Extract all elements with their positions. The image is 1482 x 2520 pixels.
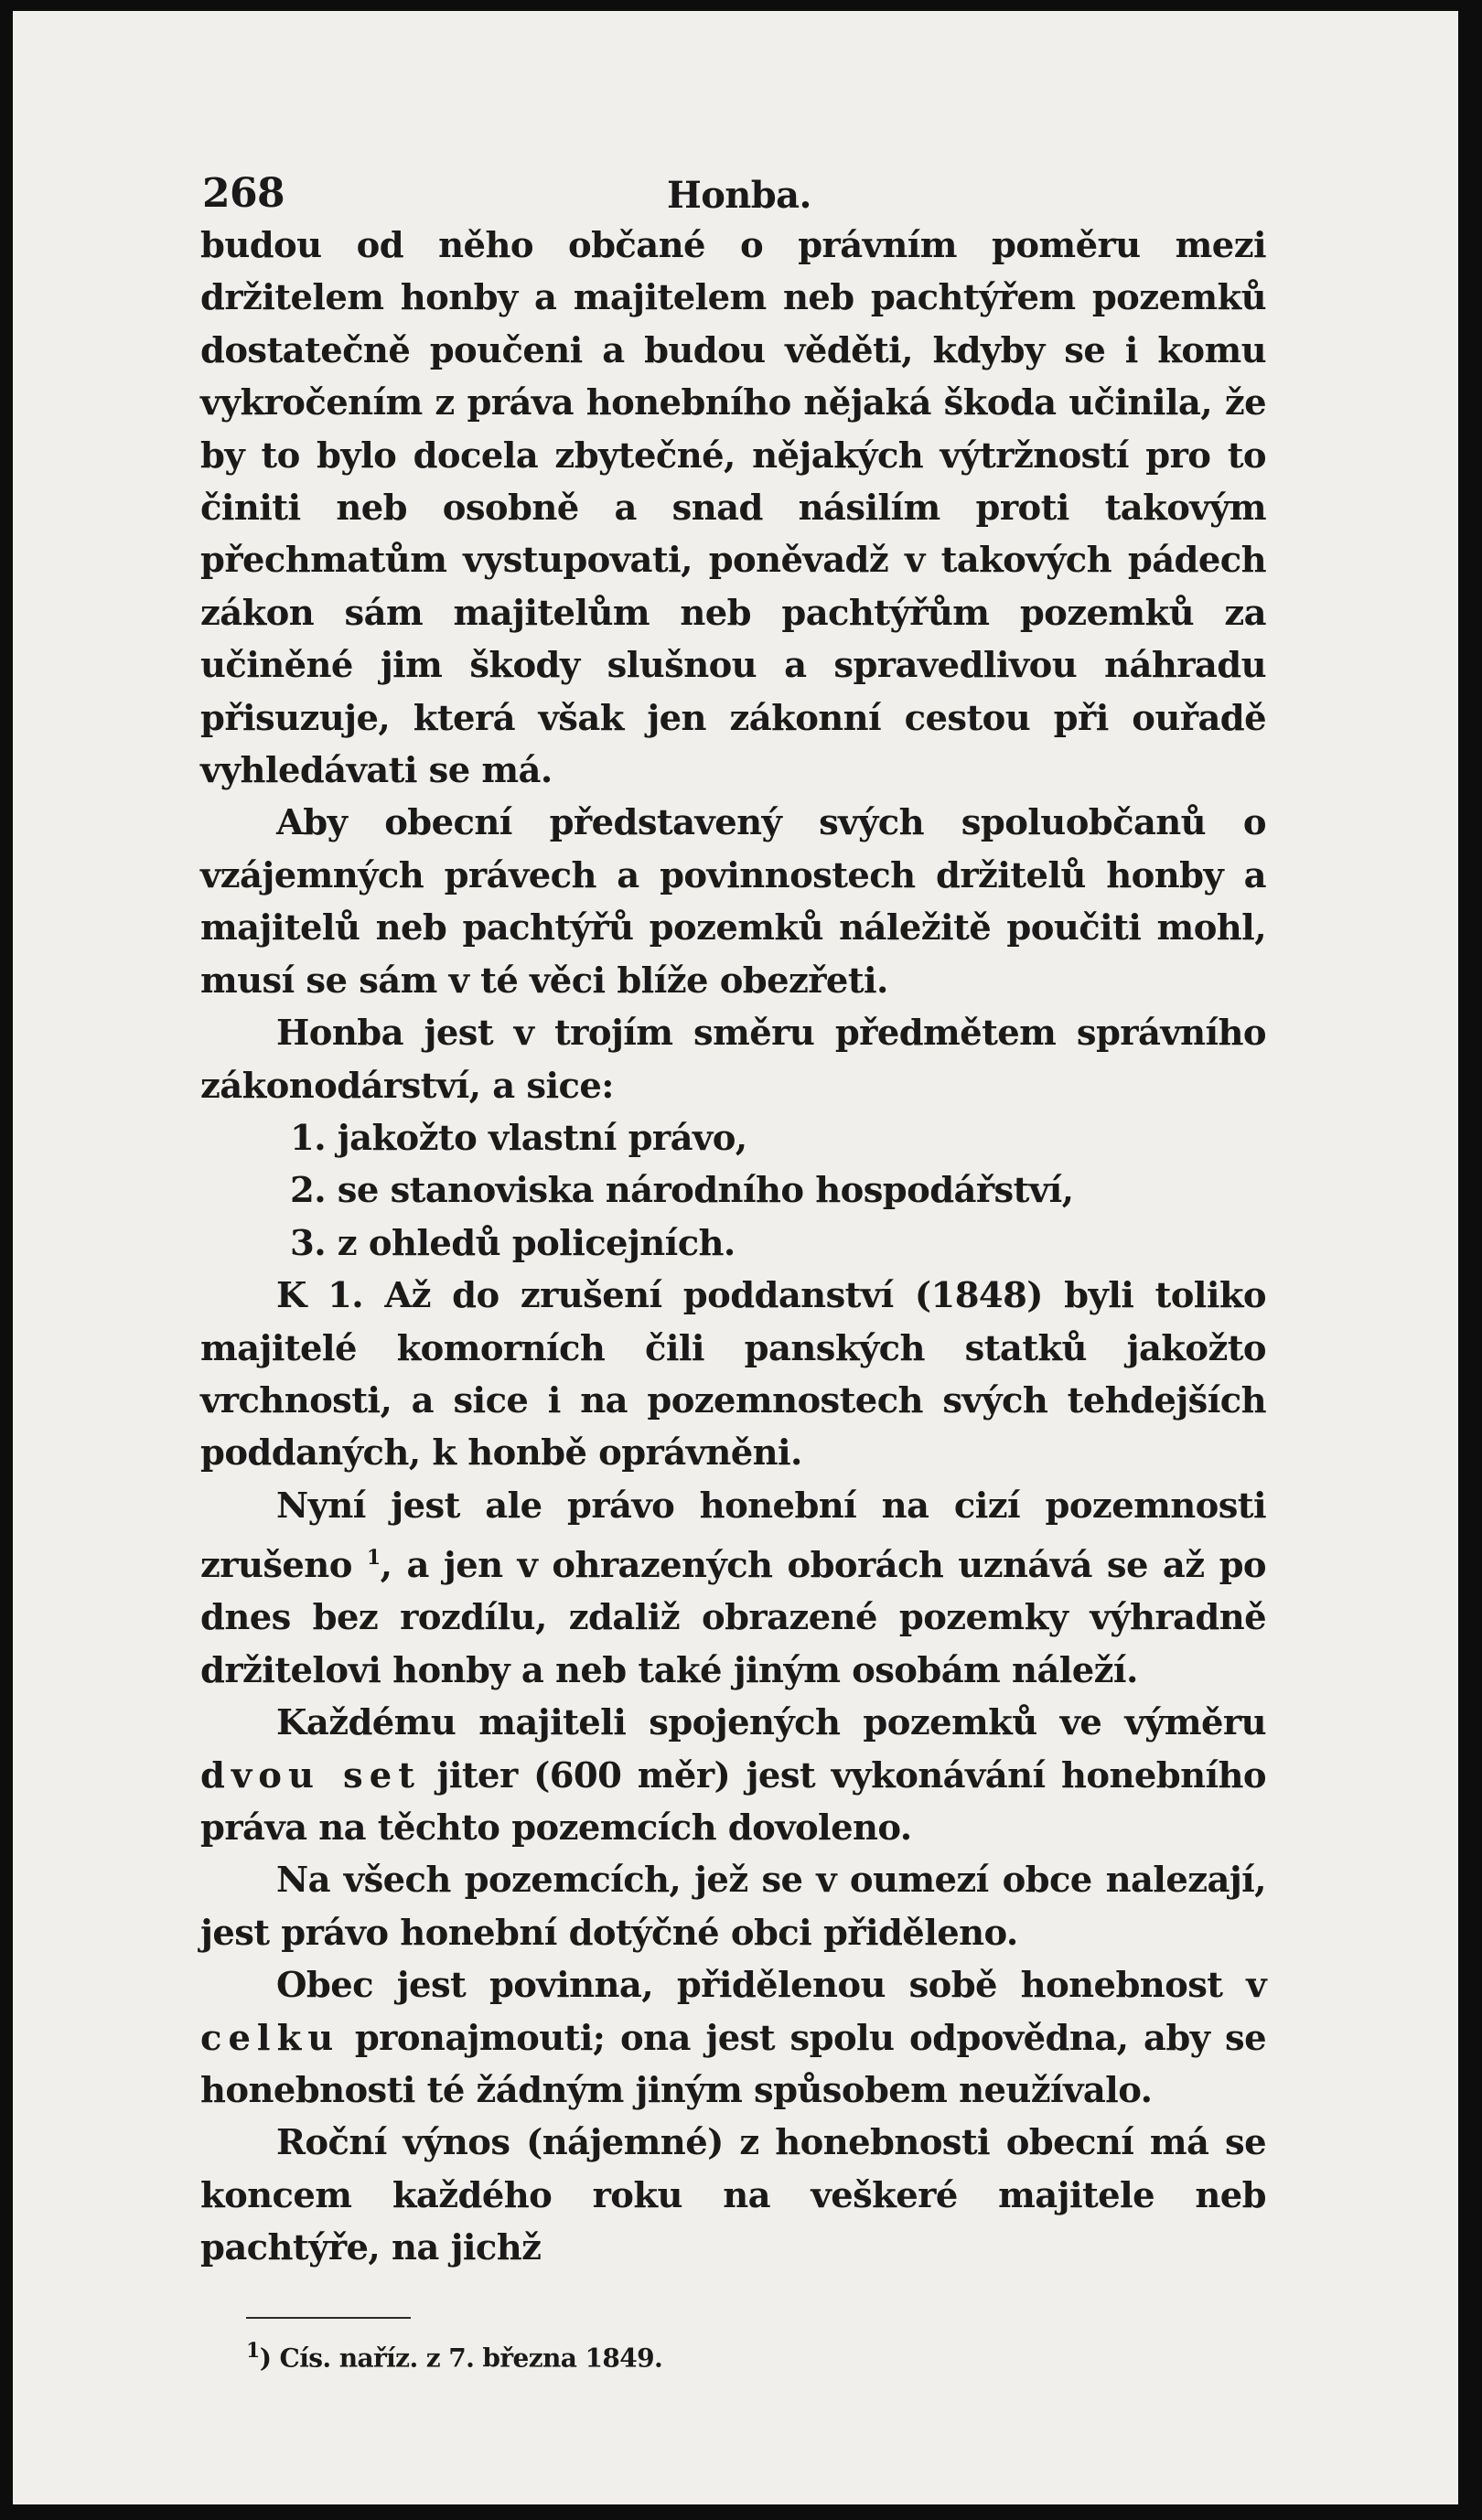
list-item: 1. jakožto vlastní právo, xyxy=(290,1117,747,1159)
paragraph-obecni-predstaveny: Aby obecní představený svých spoluobčanů o vzájemných právech a povinnostech držitelů honby a majitelů neb pachtýřů pozemků náležitě poučiti mohl, musí se sám v té věci blíže obezřeti. xyxy=(200,802,1266,1002)
footnote-text: ) Cís. naříz. z 7. března 1849. xyxy=(259,2343,663,2373)
paragraph-na-vsech: Na všech pozemcích, jež se v oumezí obce nalezají, jest právo honební dotýčné obci přiděleno. xyxy=(200,1860,1266,1954)
paragraph-obec-after: pronajmouti; ona jest spolu odpovědna, aby se honebnosti té žádným jiným spůsobem neužívalo. xyxy=(200,2017,1266,2112)
paragraph-obec-before: Obec jest povinna, přidělenou sobě honebnost v xyxy=(276,1965,1266,2007)
running-head: Honba. xyxy=(667,174,811,217)
spaced-emphasis: dvou set xyxy=(200,1754,422,1796)
paragraph-honba-trojim-smeru: Honba jest v trojím směru předmětem správního zákonodárství, a sice: xyxy=(200,1013,1266,1107)
page-header xyxy=(200,166,1266,220)
paragraph-kazdemu xyxy=(200,1697,1266,1854)
scanned-page xyxy=(13,11,1458,2504)
paragraph-obec xyxy=(200,1959,1266,2117)
list-item: 2. se stanoviska národního hospodářství, xyxy=(290,1170,1074,1212)
page-content xyxy=(200,166,1266,2405)
footnote-rule xyxy=(246,2317,411,2319)
paragraph-kazdemu-before: Každému majiteli spojených pozemků ve výměru xyxy=(276,1702,1266,1744)
page-number: 268 xyxy=(202,170,285,217)
footnote-marker: 1 xyxy=(246,2338,260,2363)
paragraph-continuation: budou od něho občané o právním poměru mezi držitelem honby a majitelem neb pachtýřem pozemků dostatečně poučeni a budou věděti, kdyby se i komu vykročením z práva honebního nějaká škoda učinila, že by to bylo docela zbytečné, nějakých výtržností pro to činiti neb osobně a snad násilím proti takovým přechmatům vystupovati, poněvadž v takových pádech zákon sám majitelům neb pachtýřům pozemků za učiněné jim škody slušnou a spravedlivou náhradu přisuzuje, která však jen zákonní cestou při ouřadě vyhledávati se má. xyxy=(200,225,1266,792)
footnote xyxy=(246,2330,1266,2379)
paragraph-kazdemu-after: jiter (600 měr) jest vykonávání honebního práva na těchto pozemcích dovoleno. xyxy=(200,1754,1266,1850)
paragraph-nyni-text: Nyní jest ale právo honební na cizí pozemnosti zrušeno xyxy=(200,1485,1266,1586)
paragraph-k1: K 1. Až do zrušení poddanství (1848) byli toliko majitelé komorních čili panských statků jakožto vrchnosti, a sice i na pozemnostech svých tehdejších poddaných, k honbě oprávněni. xyxy=(200,1275,1266,1474)
spaced-emphasis: celku xyxy=(200,2017,340,2059)
footnote-reference: 1 xyxy=(366,1546,381,1571)
list-item: 3. z ohledů policejních. xyxy=(290,1222,736,1264)
paragraph-nyni xyxy=(200,1480,1266,1697)
paragraph-rocni: Roční výnos (nájemné) z honebnosti obecní má se koncem každého roku na veškeré majitele neb pachtýře, na jichž xyxy=(200,2122,1266,2269)
paragraph-nyni-rest: , a jen v ohrazených oborách uznává se až po dnes bez rozdílu, zdaliž obrazené pozemky výhradně držitelovi honby a neb také jiným osobám náleží. xyxy=(200,1544,1266,1691)
